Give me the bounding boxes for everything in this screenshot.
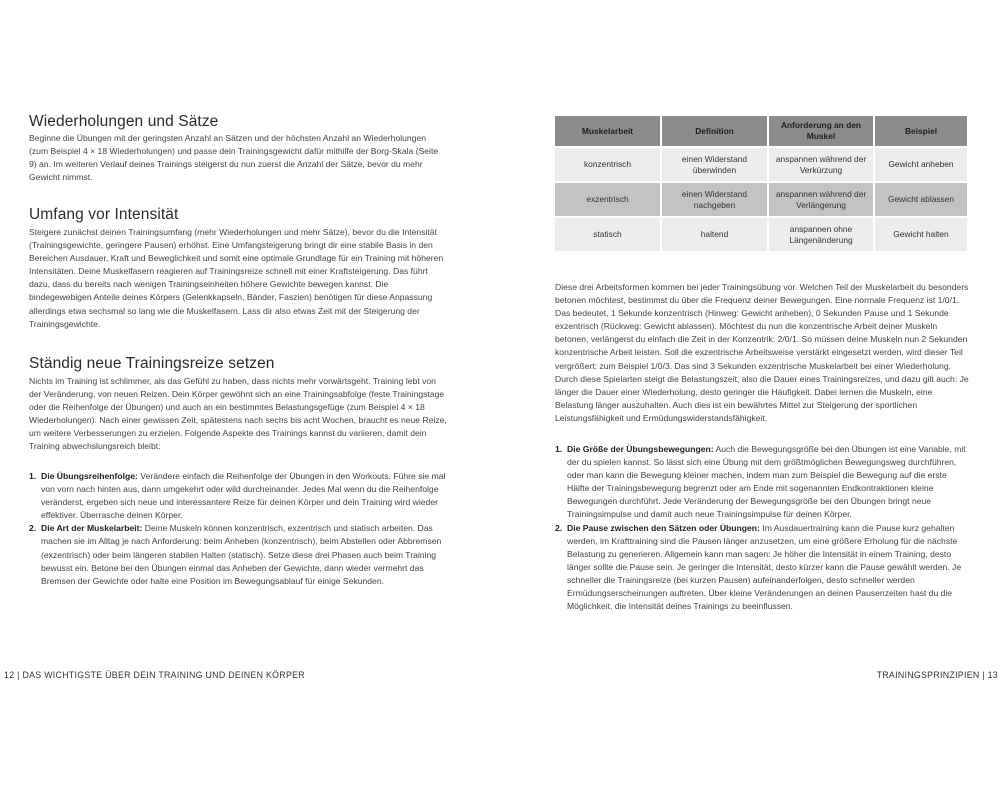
table-header: Muskelarbeit xyxy=(555,116,660,146)
list-item xyxy=(29,522,447,587)
list-number: 2. xyxy=(29,523,37,534)
list-item xyxy=(555,443,971,522)
footer-right: TRAININGSPRINZIPIEN | 13 xyxy=(876,670,998,680)
list-lead: Die Pause zwischen den Sätzen oder Übungen: xyxy=(567,522,760,533)
muskelarbeit-table xyxy=(553,114,969,253)
table-header-row xyxy=(555,116,967,146)
list-number: 2. xyxy=(555,522,563,533)
list-number: 1. xyxy=(555,444,563,454)
table-cell: Gewicht halten xyxy=(875,218,967,251)
table-row xyxy=(555,148,967,181)
table-cell: Gewicht ablassen xyxy=(875,183,967,216)
list-lead: Die Art der Muskelarbeit: xyxy=(41,523,143,534)
list-item xyxy=(29,470,447,522)
list-lead: Die Übungsreihenfolge: xyxy=(41,471,138,481)
list-item xyxy=(555,522,971,614)
table-row xyxy=(555,183,967,216)
paragraph-arbeitsformen: Diese drei Arbeitsformen kommen bei jeder Trainingsübung vor. Welchen Teil der Muskelarbeit du besonders betonen möchtest, bestimmst du über die Frequenz deiner Bewegungen. Eine normale Frequenz ist 1/0/1. Das bedeutet, 1 Sekunde konzentrisch (Hinweg: Gewicht anheben), 0 Sekunden Pause und 1 Sekunde exzentrisch (Rückweg: Gewicht ablassen). Möchtest du nun die konzentrische Arbeit deiner Muskeln betonen, verlängerst du einfach die Zeit in der Konzentrik: 2/0/1. So müssen deine Muskeln nun 2 Sekunden konzentrische Arbeit leisten. Soll die exzentrische Arbeitsweise verstärkt eingesetzt werden, wird dieser Teil vergrößert: zum Beispiel 1/0/3. Das sind 3 Sekunden exzentrische Muskelarbeit bei einer Wiederholung. Durch diese Spielarten steigt die Belastungszeit, also die Dauer eines Trainingsreizes, und dazu gilt auch: Je länger die Dauer einer Wiederholung, desto geringer die Häufigkeit. Dabei lernen die Muskeln, eine Belastung länger auszuhalten. Auch dies ist ein bewährtes Mittel zur Steigerung der sportlichen Leistungsfähigkeit und Ermüdungswiderstandsfähigkeit. xyxy=(555,282,969,423)
variation-list-right xyxy=(555,443,971,613)
list-text: Auch die Bewegungsgröße bei den Übungen ist eine Variable, mit der du spielen kannst. So lässt sich eine Übung mit dem größtmöglichen Bewegungsweg durchführen, oder man kann die Bewegung kleiner machen, indem man zum Beispiel die Bewegung auf die erste Hälfte der Trainingsbewegung begrenzt oder am Ende mit sogenannten Endkontraktionen kleine Bewegungen durchführt. Jede Veränderung der Bewegungsgröße bei den Übungen bringt neue Trainingsimpulse und damit auch neue Trainingsimpulse für deinen Körper. xyxy=(567,444,966,520)
table-cell: statisch xyxy=(555,218,660,251)
list-number: 1. xyxy=(29,471,37,481)
paragraph-umfang: Steigere zunächst deinen Trainingsumfang (mehr Wiederholungen und mehr Sätze), bevor du die Intensität (Trainingsgewichte, geringere Pausen) erhöhst. Eine Umfangsteigerung bringt dir eine stabile Basis in den Bereichen Ausdauer, Kraft und Beweglichkeit und somit eine optimale Grundlage für ein Training mit höheren Intensitäten. Deine Muskelfasern reagieren auf Trainingsreize schnell mit einer Kraftsteigerung. Das führt dazu, dass du bereits nach wenigen Trainingseinheiten höhere Gewichte bewegen kannst. Die bindegewebigen Anteile deines Körpers (Gelenkkapseln, Bänder, Faszien) benötigen für diese Anpassung allerdings etwa sechsmal so lang wie die Muskelfasern. Lass dir also etwas Zeit mit der Steigerung der Trainingsgewichte. xyxy=(29,227,444,329)
heading-trainingsreize: Ständig neue Trainingsreize setzen xyxy=(29,355,275,372)
table-cell: konzentrisch xyxy=(555,148,660,181)
table-cell: anspannen während der Verkürzung xyxy=(769,148,873,181)
table-cell: haltend xyxy=(662,218,767,251)
list-text: Verändere einfach die Reihenfolge der Übungen in den Workouts. Führe sie mal von vorn nach hinten aus, dann umgekehrt oder wild durcheinander. Jedes Mal wenn du die Reihenfolge veränderst, ergeben sich neue und interessantere Reize für deinen Körper und dein Training wird wieder effektiver. Überrasche deinen Körper. xyxy=(41,471,446,521)
paragraph-trainingsreize: Nichts im Training ist schlimmer, als das Gefühl zu haben, dass nichts mehr vorwärtsgeht. Training lebt von der Veränderung, von neuen Reizen. Dein Körper gewöhnt sich an eine Trainingsabfolge (feste Trainingstage oder die Reihenfolge der Übungen) und auch an ein bestimmtes Belastungsgefüge (zum Beispiel 4 × 18 Wiederholungen). Nach einer gewissen Zeit, spätestens nach sechs bis acht Wochen, braucht es neue Reize, um weitere Verbesserungen zu erzielen. Folgende Aspekte des Trainings kannst du variieren, damit dein Training abwechslungsreich bleibt: xyxy=(29,376,447,452)
heading-wiederholungen: Wiederholungen und Sätze xyxy=(29,113,219,130)
table-cell: Gewicht anheben xyxy=(875,148,967,181)
table-cell: anspannen während der Verlängerung xyxy=(769,183,873,216)
table-header: Anforderung an den Muskel xyxy=(769,116,873,146)
list-text: Deine Muskeln können konzentrisch, exzentrisch und statisch arbeiten. Das machen sie im Alltag je nach Anforderung: beim Anheben (konzentrisch), beim Abstellen oder Abbremsen (exzentrisch) oder beim längeren stabilen Halten (statisch). Setze diese drei Phasen auch beim Training bewusst ein. Betone bei den Übungen einmal das Anheben der Gewichte, dann wieder vermehrt das Bremsen der Gewichte oder halte eine Position im Bewegungsablauf für einige Sekunden. xyxy=(41,523,442,586)
table-cell: einen Widerstand überwinden xyxy=(662,148,767,181)
footer-left: 12 | DAS WICHTIGSTE ÜBER DEIN TRAINING UND DEINEN KÖRPER xyxy=(4,670,305,680)
table-cell: anspannen ohne Längenänderung xyxy=(769,218,873,251)
table-cell: exzentrisch xyxy=(555,183,660,216)
variation-list-left xyxy=(29,470,447,588)
heading-umfang: Umfang vor Intensität xyxy=(29,206,179,223)
paragraph-wiederholungen: Beginne die Übungen mit der geringsten Anzahl an Sätzen und der höchsten Anzahl an Wiederholungen (zum Beispiel 4 × 18 Wiederholungen) und passe dein Trainingsgewicht dafür mithilfe der Borg-Skala (Seite 9) an. Im weiteren Verlauf deines Trainings steigerst du nun zuerst die Anzahl der Sätze, bevor du mehr Gewicht nimmst. xyxy=(29,133,439,183)
list-text: Im Ausdauertraining kann die Pause kurz gehalten werden, im Krafttraining sind die Pausen länger anzusetzen, um eine größere Erholung für die nächste Belastung zu generieren. Allgemein kann man sagen: Je höher die Intensität in einem Training, desto länger sollte die Pause sein. Je geringer die Intensität, desto kürzer kann die Pause gewählt werden. Je schneller die Trainingsreize (bei kurzen Pausen) aufeinanderfolgen, desto schneller werden Ermüdungserscheinungen auftreten. Über kleine Veränderungen an deinen Pausenzeiten hast du die Möglichkeit, die Intensität deines Trainings zu beeinflussen. xyxy=(567,522,962,612)
table-row xyxy=(555,218,967,251)
list-lead: Die Größe der Übungsbewegungen: xyxy=(567,444,714,454)
table-header: Definition xyxy=(662,116,767,146)
table-header: Beispiel xyxy=(875,116,967,146)
table-cell: einen Widerstand nachgeben xyxy=(662,183,767,216)
